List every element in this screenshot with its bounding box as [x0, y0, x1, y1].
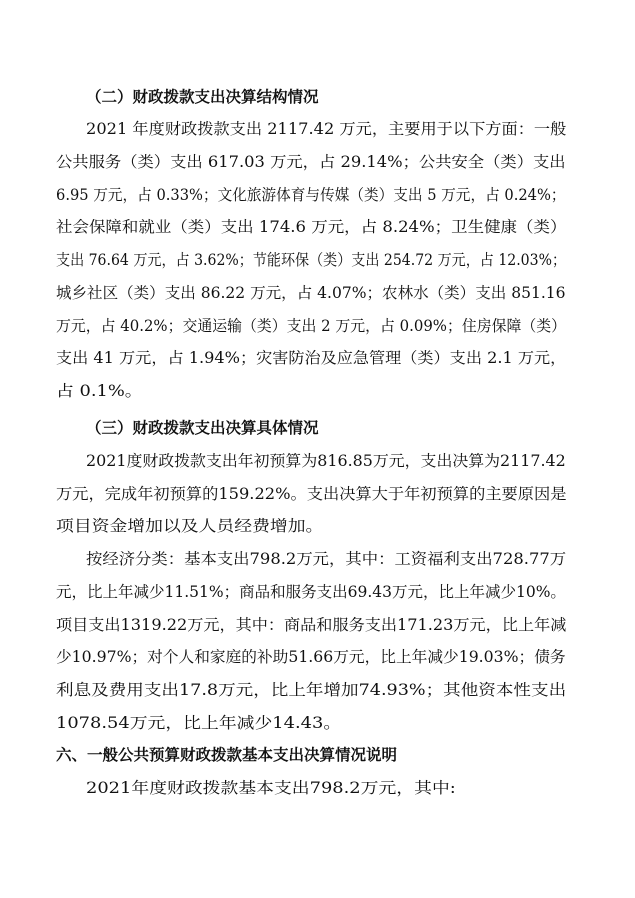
section-2-line-4: 社会保障和就业（类）支出 174.6 万元，占 8.24%；卫生健康（类）: [56, 218, 567, 236]
section-3-line-9: 1078.54万元，比上年减少14.43。: [56, 714, 342, 732]
section-3-line-2: 万元，完成年初预算的159.22%。支出决算大于年初预算的主要原因是: [56, 485, 567, 503]
section-2-line-1: 2021 年度财政拨款支出 2117.42 万元，主要用于以下方面：一般: [86, 120, 567, 138]
section-3-heading: （三）财政拨款支出决算具体情况: [86, 418, 319, 437]
section-6-heading: 六、一般公共预算财政拨款基本支出决算情况说明: [56, 745, 398, 764]
section-2-line-3: 6.95 万元，占 0.33%；文化旅游体育与传媒（类）支出 5 万元，占 0.24%；: [56, 186, 566, 204]
section-2-heading: （二）财政拨款支出决算结构情况: [86, 87, 319, 106]
section-2-line-9: 占 0.1%。: [56, 382, 143, 400]
section-3-line-6: 项目支出1319.22万元，其中：商品和服务支出171.23万元，比上年减: [56, 616, 567, 634]
section-3-line-8: 利息及费用支出17.8万元，比上年增加74.93%；其他资本性支出: [56, 681, 567, 699]
section-2-line-5: 支出 76.64 万元，占 3.62%；节能环保（类）支出 254.72 万元，占 12.03%；: [56, 251, 567, 269]
section-2-line-6: 城乡社区（类）支出 86.22 万元，占 4.07%；农林水（类）支出 851.16: [56, 284, 566, 302]
section-2-line-2: 公共服务（类）支出 617.03 万元，占 29.14%；公共安全（类）支出: [56, 153, 566, 171]
section-3-line-5: 元，比上年减少11.51%；商品和服务支出69.43万元，比上年减少10%。: [56, 583, 566, 601]
section-3-line-4: 按经济分类：基本支出798.2万元，其中：工资福利支出728.77万: [86, 550, 567, 568]
section-3-line-7: 少10.97%；对个人和家庭的补助51.66万元，比上年减少19.03%；债务: [56, 648, 566, 666]
section-6-line-1: 2021年度财政拨款基本支出798.2万元，其中:: [86, 779, 456, 797]
section-2-line-7: 万元，占 40.2%；交通运输（类）支出 2 万元，占 0.09%；住房保障（类）: [56, 317, 567, 335]
section-2-line-8: 支出 41 万元，占 1.94%；灾害防治及应急管理（类）支出 2.1 万元，: [56, 349, 567, 367]
section-3-line-3: 项目资金增加以及人员经费增加。: [56, 517, 324, 535]
section-3-line-1: 2021度财政拨款支出年初预算为816.85万元，支出决算为2117.42: [86, 452, 566, 470]
